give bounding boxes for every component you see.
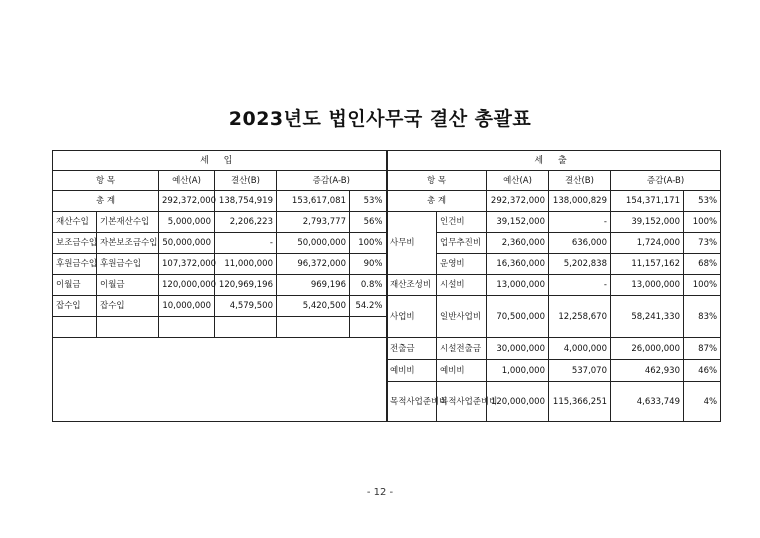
revenue-budget: 5,000,000 <box>159 212 215 233</box>
table-row <box>387 338 721 360</box>
page-number: - 12 - <box>366 487 394 498</box>
revenue-item: 자본보조금수입 <box>97 233 159 254</box>
revenue-pct: 90% <box>350 254 387 275</box>
revenue-diff: 969,196 <box>277 275 350 296</box>
revenue-category: 후원금수입 <box>53 254 97 275</box>
expense-pct: 68% <box>684 254 721 275</box>
revenue-item: 이월금 <box>97 275 159 296</box>
revenue-budget: 107,372,000 <box>159 254 215 275</box>
table-row <box>387 275 721 296</box>
revenue-item: 잡수입 <box>97 296 159 317</box>
revenue-budget: 10,000,000 <box>159 296 215 317</box>
expense-pct: 100% <box>684 275 721 296</box>
expense-category-reserve: 예비비 <box>387 360 437 382</box>
revenue-category: 이월금 <box>53 275 97 296</box>
revenue-total-diff: 153,617,081 <box>277 191 350 212</box>
revenue-header-budget: 예산(A) <box>159 171 215 191</box>
expense-item: 운영비 <box>437 254 487 275</box>
table-row <box>53 212 387 233</box>
expense-total-row <box>387 191 721 212</box>
expense-diff: 58,241,330 <box>611 296 684 338</box>
revenue-table <box>52 150 388 422</box>
expense-diff: 1,724,000 <box>611 233 684 254</box>
expense-category-office: 사무비 <box>387 212 437 275</box>
expense-total-diff: 154,371,171 <box>611 191 684 212</box>
revenue-diff: 50,000,000 <box>277 233 350 254</box>
revenue-header-diff: 증감(A-B) <box>277 171 387 191</box>
expense-pct: 87% <box>684 338 721 360</box>
expense-item: 시설전출금 <box>437 338 487 360</box>
expense-header-item: 항 목 <box>387 171 487 191</box>
revenue-header-item: 항 목 <box>53 171 159 191</box>
revenue-diff: 5,420,500 <box>277 296 350 317</box>
expense-diff: 4,633,749 <box>611 382 684 422</box>
expense-table <box>386 150 721 422</box>
expense-settle: - <box>549 275 611 296</box>
revenue-pct: 100% <box>350 233 387 254</box>
expense-category-purpose: 목적사업준비비 <box>387 382 437 422</box>
expense-pct: 46% <box>684 360 721 382</box>
expense-item: 일반사업비 <box>437 296 487 338</box>
expense-pct: 100% <box>684 212 721 233</box>
expense-pct: 73% <box>684 233 721 254</box>
revenue-category: 보조금수입 <box>53 233 97 254</box>
expense-item: 목적사업준비비 <box>437 382 487 422</box>
table-row <box>387 212 721 233</box>
revenue-total-pct: 53% <box>350 191 387 212</box>
settlement-summary-table <box>52 150 720 422</box>
table-row <box>53 296 387 317</box>
expense-diff: 39,152,000 <box>611 212 684 233</box>
expense-item: 시설비 <box>437 275 487 296</box>
expense-item: 인건비 <box>437 212 487 233</box>
table-row <box>53 254 387 275</box>
table-row <box>387 296 721 338</box>
expense-settle: 4,000,000 <box>549 338 611 360</box>
expense-diff: 11,157,162 <box>611 254 684 275</box>
expense-diff: 13,000,000 <box>611 275 684 296</box>
expense-total-budget: 292,372,000 <box>487 191 549 212</box>
revenue-header-settle: 결산(B) <box>215 171 277 191</box>
expense-total-label: 총 계 <box>387 191 487 212</box>
revenue-pct: 0.8% <box>350 275 387 296</box>
expense-budget: 13,000,000 <box>487 275 549 296</box>
revenue-item: 후원금수입 <box>97 254 159 275</box>
expense-pct: 4% <box>684 382 721 422</box>
expense-settle: - <box>549 212 611 233</box>
empty-row <box>53 317 387 338</box>
revenue-diff: 2,793,777 <box>277 212 350 233</box>
expense-category-facility: 재산조성비 <box>387 275 437 296</box>
revenue-settle: 11,000,000 <box>215 254 277 275</box>
expense-header-budget: 예산(A) <box>487 171 549 191</box>
revenue-item: 기본재산수입 <box>97 212 159 233</box>
expense-header-settle: 결산(B) <box>549 171 611 191</box>
expense-section-header: 세 출 <box>387 151 721 171</box>
expense-diff: 26,000,000 <box>611 338 684 360</box>
revenue-settle: 120,969,196 <box>215 275 277 296</box>
revenue-category: 재산수입 <box>53 212 97 233</box>
expense-settle: 115,366,251 <box>549 382 611 422</box>
revenue-category: 잡수입 <box>53 296 97 317</box>
empty-block <box>53 338 387 422</box>
table-row <box>387 254 721 275</box>
expense-diff: 462,930 <box>611 360 684 382</box>
expense-item: 업무추진비 <box>437 233 487 254</box>
expense-budget: 1,000,000 <box>487 360 549 382</box>
expense-header-diff: 증감(A-B) <box>611 171 721 191</box>
table-row <box>53 275 387 296</box>
revenue-settle: 4,579,500 <box>215 296 277 317</box>
expense-budget: 2,360,000 <box>487 233 549 254</box>
expense-category-transfer: 전출금 <box>387 338 437 360</box>
revenue-budget: 120,000,000 <box>159 275 215 296</box>
revenue-section-header: 세 입 <box>53 151 387 171</box>
table-row <box>387 233 721 254</box>
expense-budget: 120,000,000 <box>487 382 549 422</box>
table-row <box>387 360 721 382</box>
table-row <box>53 233 387 254</box>
page-title: 2023년도 법인사무국 결산 총괄표 <box>228 108 532 130</box>
expense-budget: 39,152,000 <box>487 212 549 233</box>
revenue-diff: 96,372,000 <box>277 254 350 275</box>
revenue-budget: 50,000,000 <box>159 233 215 254</box>
table-row <box>387 382 721 422</box>
expense-settle: 537,070 <box>549 360 611 382</box>
expense-total-pct: 53% <box>684 191 721 212</box>
expense-item: 예비비 <box>437 360 487 382</box>
expense-total-settle: 138,000,829 <box>549 191 611 212</box>
expense-budget: 16,360,000 <box>487 254 549 275</box>
revenue-total-settle: 138,754,919 <box>215 191 277 212</box>
revenue-pct: 56% <box>350 212 387 233</box>
revenue-total-label: 총 계 <box>53 191 159 212</box>
expense-budget: 70,500,000 <box>487 296 549 338</box>
revenue-pct: 54.2% <box>350 296 387 317</box>
expense-settle: 5,202,838 <box>549 254 611 275</box>
revenue-total-budget: 292,372,000 <box>159 191 215 212</box>
expense-category-project: 사업비 <box>387 296 437 338</box>
expense-settle: 636,000 <box>549 233 611 254</box>
revenue-settle: - <box>215 233 277 254</box>
expense-budget: 30,000,000 <box>487 338 549 360</box>
expense-pct: 83% <box>684 296 721 338</box>
revenue-settle: 2,206,223 <box>215 212 277 233</box>
expense-settle: 12,258,670 <box>549 296 611 338</box>
revenue-total-row <box>53 191 387 212</box>
